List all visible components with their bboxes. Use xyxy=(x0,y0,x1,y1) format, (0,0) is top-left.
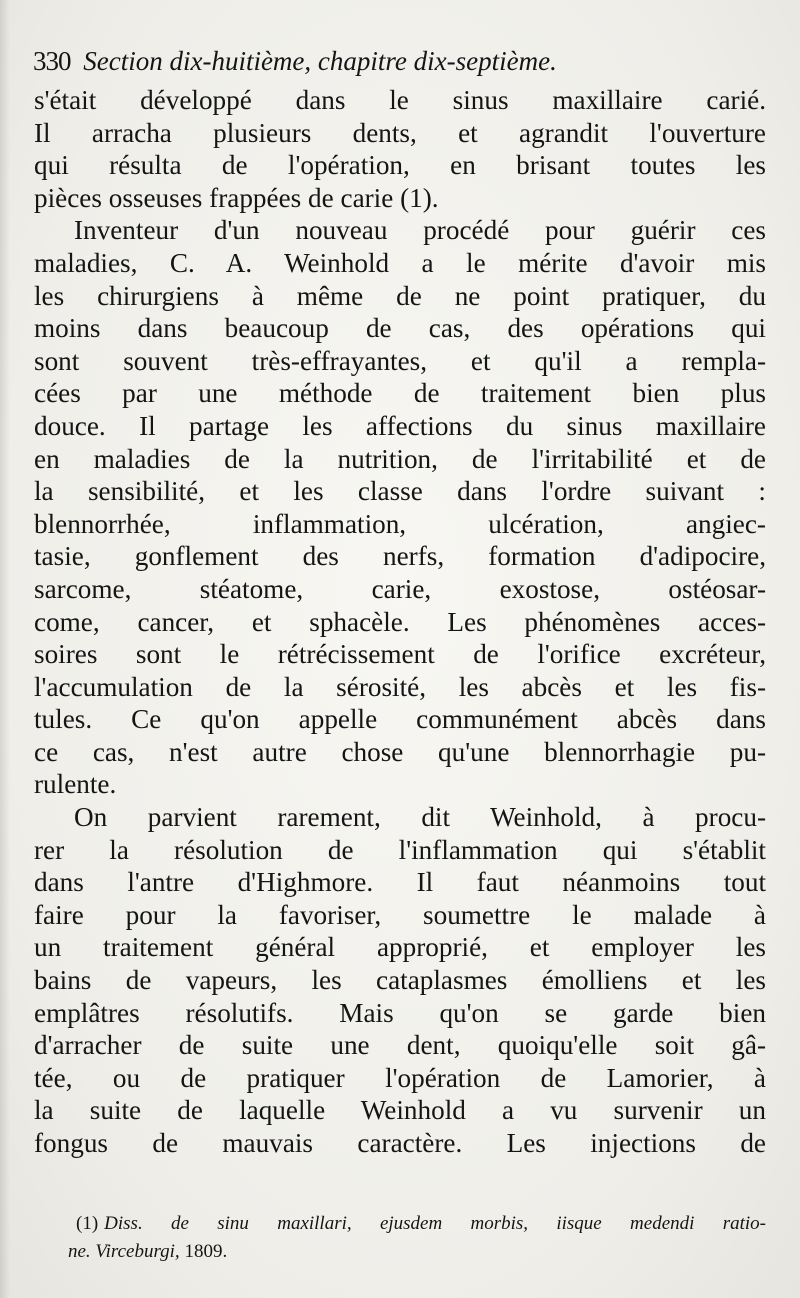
text-line: bains de vapeurs, les cataplasmes émolliens et les xyxy=(34,965,766,996)
text-line: s'était développé dans le sinus maxillaire carié. xyxy=(34,85,766,115)
text-line: faire pour la favoriser, soumettre le malade à xyxy=(34,899,766,930)
footnote xyxy=(68,1210,766,1266)
text-line: dans l'antre d'Highmore. Il faut néanmoins tout xyxy=(34,867,766,898)
text-line: cées par une méthode de traitement bien plus xyxy=(34,378,766,409)
page-shadow xyxy=(0,0,10,1298)
text-line: pièces osseuses frappées de carie (1). xyxy=(34,182,439,213)
section-title: Section dix-huitième, chapitre dix-septième. xyxy=(83,46,557,76)
text-line: emplâtres résolutifs. Mais qu'on se garde bien xyxy=(34,997,766,1028)
paragraph xyxy=(34,84,766,214)
text-line: Il arracha plusieurs dents, et agrandit l'ouverture xyxy=(34,117,766,148)
text-line: sarcome, stéatome, carie, exostose, ostéosar- xyxy=(34,573,766,604)
text-line: en maladies de la nutrition, de l'irritabilité et de xyxy=(34,443,766,474)
text-line: rer la résolution de l'inflammation qui s'établit xyxy=(34,834,766,865)
text-line: tée, ou de pratiquer l'opération de Lamorier, à xyxy=(34,1062,766,1093)
text-line: fongus de mauvais caractère. Les injections de xyxy=(34,1128,766,1158)
running-head xyxy=(33,42,773,80)
page-number: 330 xyxy=(33,46,71,76)
footnote-marker: (1) xyxy=(76,1213,99,1234)
text-line: moins dans beaucoup de cas, des opérations qui xyxy=(34,313,766,344)
text-line: On parvient rarement, dit Weinhold, à procu- xyxy=(74,802,766,833)
text-line: tasie, gonflement des nerfs, formation d'adipocire, xyxy=(34,541,766,572)
text-line: maladies, C. A. Weinhold a le mérite d'avoir mis xyxy=(34,247,766,278)
text-line: un traitement général approprié, et employer les xyxy=(34,932,766,963)
text-line: l'accumulation de la sérosité, les abcès et les fis- xyxy=(34,671,766,702)
text-line: Inventeur d'un nouveau procédé pour guérir ces xyxy=(74,215,766,246)
text-line: qui résulta de l'opération, en brisant toutes les xyxy=(34,150,766,181)
paragraph xyxy=(34,214,766,801)
text-line: blennorrhée, inflammation, ulcération, angiec- xyxy=(34,508,766,539)
footnote-citation-place: ne. Virceburgi, xyxy=(68,1241,180,1262)
text-line: rulente. xyxy=(34,769,117,800)
text-line: la sensibilité, et les classe dans l'ordre suivant : xyxy=(34,476,766,507)
body-text xyxy=(34,84,766,1160)
text-line: la suite de laquelle Weinhold a vu survenir un xyxy=(34,1095,766,1126)
footnote-line xyxy=(68,1238,766,1266)
paragraph xyxy=(34,801,766,1160)
text-line: come, cancer, et sphacèle. Les phénomènes acces- xyxy=(34,606,766,637)
text-line: d'arracher de suite une dent, quoiqu'elle soit gâ- xyxy=(34,1030,766,1061)
text-line: sont souvent très-effrayantes, et qu'il a rempla- xyxy=(34,345,766,376)
text-line: soires sont le rétrécissement de l'orifice excréteur, xyxy=(34,639,766,670)
footnote-line xyxy=(76,1210,766,1238)
footnote-citation: Diss. de sinu maxillari, ejusdem morbis, iisque medendi ratio- xyxy=(104,1213,766,1234)
text-line: ce cas, n'est autre chose qu'une blennorrhagie pu- xyxy=(34,736,766,767)
footnote-year: 1809. xyxy=(184,1241,228,1262)
text-line: tules. Ce qu'on appelle communément abcès dans xyxy=(34,704,766,735)
text-line: douce. Il partage les affections du sinus maxillaire xyxy=(34,410,766,441)
text-line: les chirurgiens à même de ne point pratiquer, du xyxy=(34,280,766,311)
